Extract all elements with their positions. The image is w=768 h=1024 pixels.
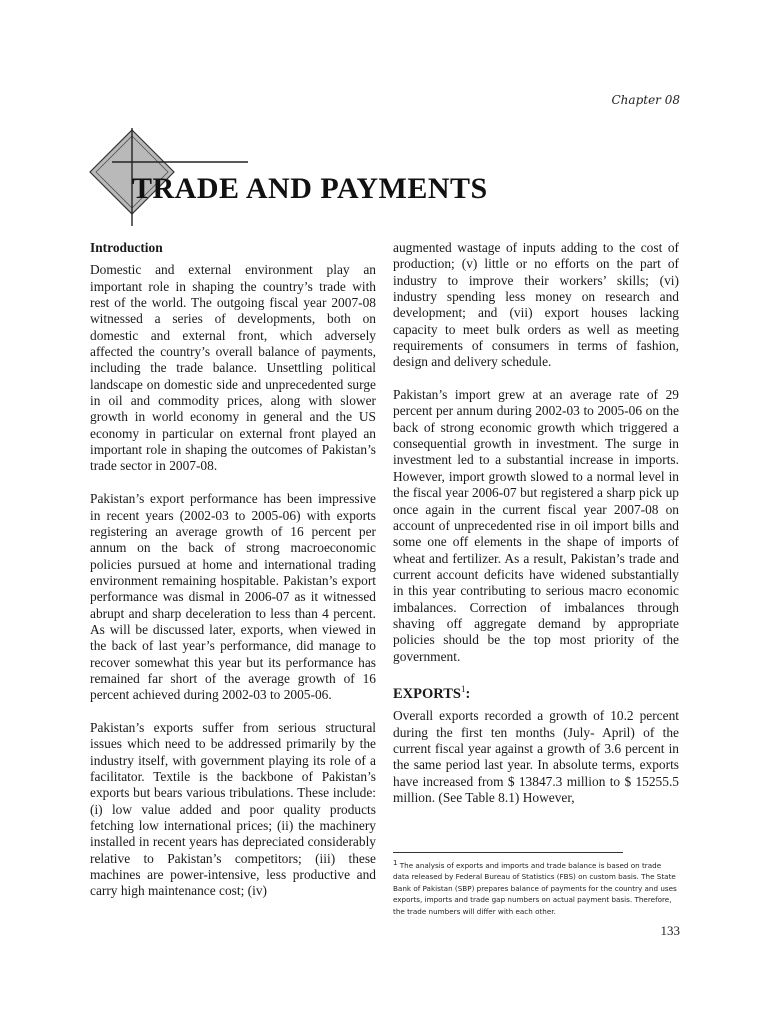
paragraph: Pakistan’s import grew at an average rate of 29 percent per annum during 2002-03 to 2005-06 on the back of strong economic growth which triggered a consequential growth in investment. The surge in investment led to a substantial increase in imports. However, import growth slowed to a normal level in the fiscal year 2006-07 but registered a sharp pick up once again in the current fiscal year 2007-08 on account of unprecedented rise in oil import bills and some one off elements in the shape of imports of wheat and fertilizer. As a result, Pakistan’s trade and current account deficits have widened substantially in this year contributing to serious macro economic imbalances. Correction of imbalances through shaving off aggregate demand by appropriate policies should be the top most priority of the government. bbox=[393, 387, 679, 664]
right-column bbox=[393, 240, 679, 807]
exports-heading-text: EXPORTS bbox=[393, 686, 461, 703]
left-column bbox=[90, 240, 376, 900]
chapter-label: Chapter 08 bbox=[611, 93, 680, 107]
exports-heading-colon: : bbox=[465, 686, 471, 703]
page-title: TRADE AND PAYMENTS bbox=[132, 172, 488, 205]
introduction-heading: Introduction bbox=[90, 240, 163, 255]
paragraph: augmented wastage of inputs adding to the cost of production; (v) little or no efforts on the part of industry to improve their workers’ skills; (vi) industry spending less money on research and development; and (vii) export houses lacking capacity to meet bulk orders as well as meeting requirements of consumers in terms of fashion, design and delivery schedule. bbox=[393, 240, 679, 370]
footnote-marker: 1 bbox=[393, 859, 398, 867]
footnote-text: The analysis of exports and imports and trade balance is based on trade data released by Federal Bureau of Statistics (FBS) on custom basis. The State Bank of Pakistan (SBP) prepares balance of payments for the country and uses exports, imports and trade gap numbers on actual payment basis. Therefore, the trade numbers will differ with each other. bbox=[393, 861, 677, 916]
footnote-reference[interactable]: 1 bbox=[460, 684, 466, 695]
paragraph: Pakistan’s export performance has been impressive in recent years (2002-03 to 2005-06) with exports registering an average growth of 16 percent per annum on the back of strong macroeconomic policies pursued at home and international trading environment remaining hospitable. Pakistan’s export performance was dismal in 2006-07 as it witnessed abrupt and sharp deceleration to less than 4 percent. As will be discussed later, exports, when viewed in the back of last year’s performance, did manage to recover somewhat this year but its performance has remained far short of the average growth of 16 percent achieved during 2002-03 to 2005-06. bbox=[90, 491, 376, 703]
footnote-divider bbox=[393, 852, 623, 853]
exports-paragraph: Overall exports recorded a growth of 10.2 percent during the first ten months (July- April) of the current fiscal year against a growth of 3.6 percent in the same period last year. In absolute terms, exports have increased from $ 13847.3 million to $ 15255.5 million. (See Table 8.1) However, bbox=[393, 708, 679, 806]
exports-heading bbox=[393, 681, 679, 702]
paragraph: Pakistan’s exports suffer from serious structural issues which need to be addressed primarily by the industry itself, with government playing its role of a facilitator. Textile is the backbone of Pakistan’s exports but bears various tribulations. These include: (i) low value added and poor quality products fetching low international prices; (ii) the machinery installed in recent years has depreciated considerably relative to Pakistan’s competitors; (iii) these machines are power-intensive, less productive and carry high maintenance cost; (iv) bbox=[90, 719, 376, 899]
paragraph: Domestic and external environment play an important role in shaping the country’s trade with rest of the world. The outgoing fiscal year 2007-08 witnessed a series of developments, both on domestic and external front, which adversely affected the country’s overall balance of payments, including the trade balance. Unsettling political landscape on domestic side and unprecedented surge in oil and commodity prices, along with slower growth in world economy in general and the US economy in particular on external front played an important role in shaping the outcomes of Pakistan’s trade sector in 2007-08. bbox=[90, 262, 376, 474]
footnote bbox=[393, 858, 679, 917]
page-number: 133 bbox=[660, 923, 680, 938]
